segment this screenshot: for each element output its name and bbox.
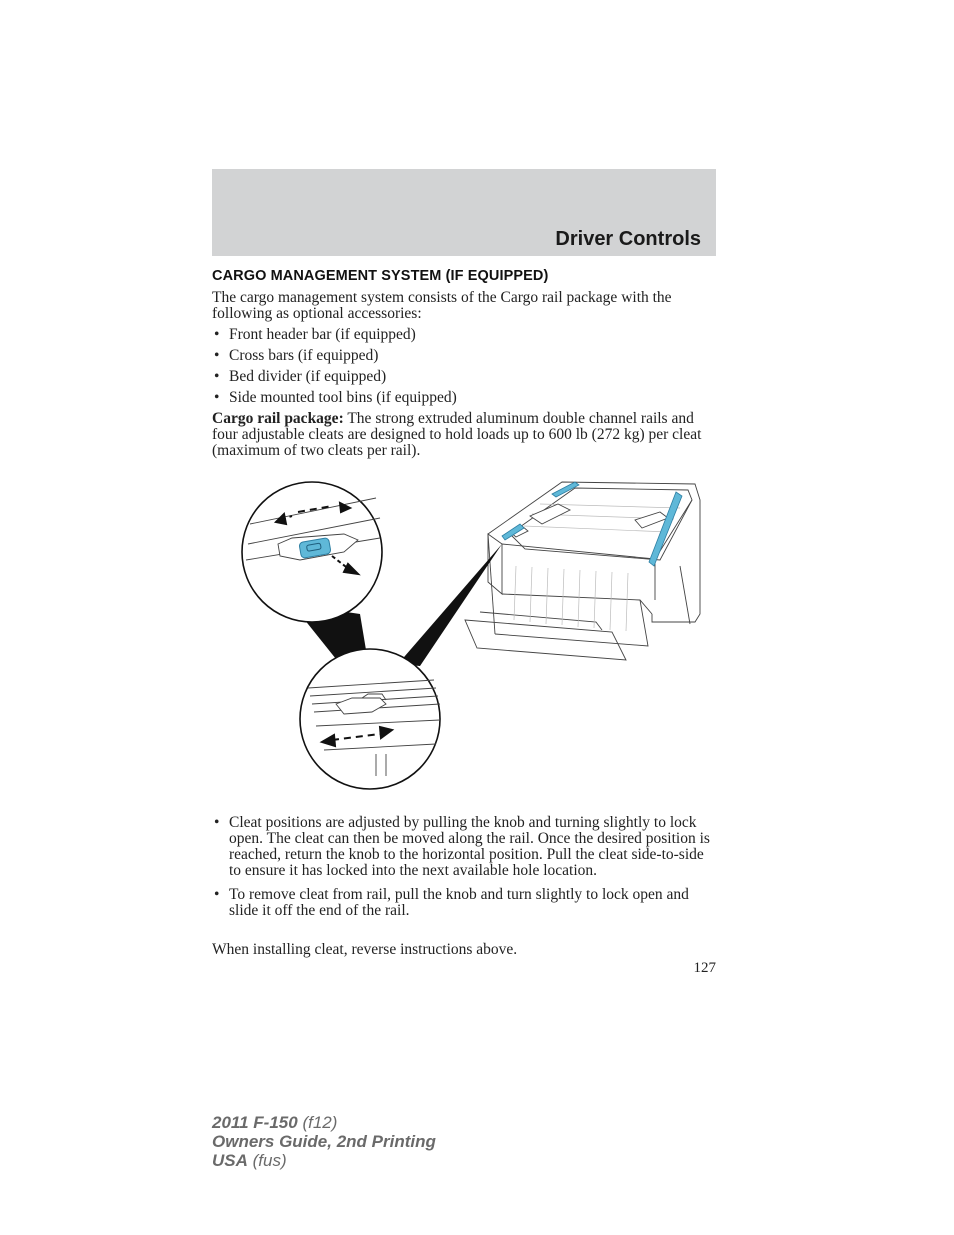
closing-paragraph: When installing cleat, reverse instructions above. (212, 941, 518, 958)
intro-paragraph: The cargo management system consists of the Cargo rail package with the following as optional accessories: (212, 289, 672, 322)
cargo-rail-illustration (240, 474, 705, 794)
list-item: • Front header bar (if equipped) (214, 326, 416, 343)
list-item: • Cleat positions are adjusted by pulling the knob and turning slightly to lock open. The cleat can then be moved along the rail. Once the desired position is reached, return the knob to the horizontal position. Pull the cleat side-to-side to ensure it has locked into the next available hole location. (214, 814, 710, 879)
rail-package-label: Cargo rail package: (212, 410, 344, 427)
list-item: • To remove cleat from rail, pull the knob and turn slightly to lock open and slide it off the end of the rail. (214, 886, 689, 919)
footer-line-edition: Owners Guide, 2nd Printing (212, 1132, 436, 1151)
rail-package-paragraph (212, 411, 717, 459)
footer-line-market: USA (fus) (212, 1151, 287, 1170)
list-item: • Cross bars (if equipped) (214, 347, 379, 364)
footer-line-model: 2011 F-150 (f12) (212, 1113, 338, 1132)
accessory-list (212, 327, 717, 406)
section-header-band (212, 169, 716, 256)
instruction-list (212, 815, 717, 919)
list-item: • Side mounted tool bins (if equipped) (214, 389, 457, 406)
section-heading: CARGO MANAGEMENT SYSTEM (IF EQUIPPED) (212, 268, 549, 284)
rail-package-text: The strong extruded aluminum double channel rails and four adjustable cleats are designed to hold loads up to 600 lb (272 kg) per cleat (maximum of two cleats per rail). (212, 410, 702, 459)
section-header-title: Driver Controls (555, 228, 701, 250)
page-number: 127 (693, 960, 716, 976)
document-footer (212, 1113, 436, 1170)
list-item: • Bed divider (if equipped) (214, 368, 387, 385)
